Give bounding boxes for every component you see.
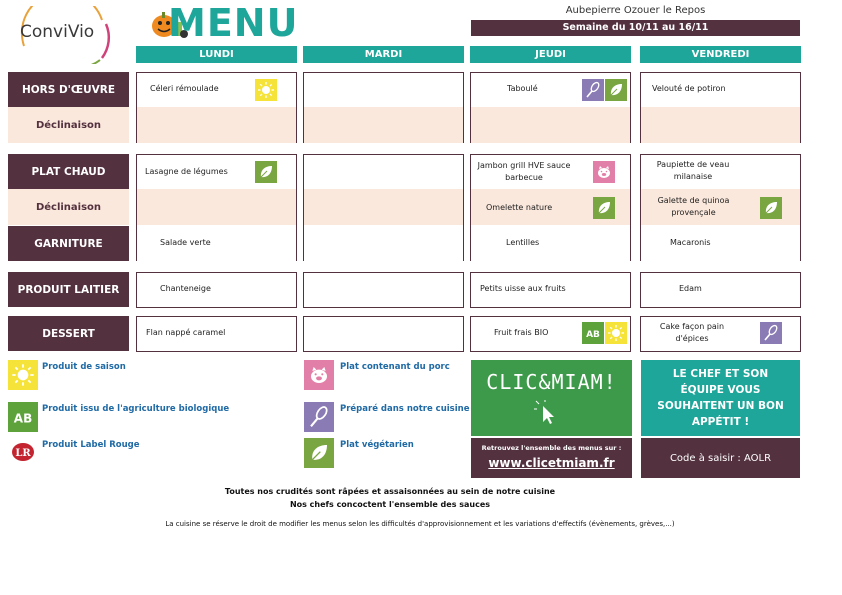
cell-lundi-declinaison-2 <box>136 189 297 225</box>
day-header-mardi: MARDI <box>303 46 464 63</box>
bio-icon <box>582 322 604 344</box>
footer-line-2: Nos chefs concoctent l'ensemble des sauces <box>289 500 491 509</box>
cell-vendredi-declinaison-1 <box>640 107 801 143</box>
cell-lundi-declinaison-1 <box>136 107 297 143</box>
dish-jeudi-hors-doeuvre: Taboulé <box>507 84 538 93</box>
dish-lundi-plat-chaud: Lasagne de légumes <box>145 167 228 176</box>
dish-jeudi-garniture: Lentilles <box>506 238 540 247</box>
legend-cuisine-icon <box>304 402 334 432</box>
cell-mardi-dessert <box>303 316 464 352</box>
dish-jeudi-plat-chaud-declinaison: Omelette nature <box>486 203 553 212</box>
svg-text:AB: AB <box>13 411 33 426</box>
dish-jeudi-plat-chaud: Jambon grill HVE sauce barbecue <box>477 161 571 182</box>
legend-bio-text: Produit issu de l'agriculture biologique <box>42 404 230 414</box>
dish-vendredi-hors-doeuvre: Velouté de potiron <box>652 84 726 93</box>
week-banner: Semaine du 10/11 au 16/11 <box>471 20 800 36</box>
legend-porc-text: Plat contenant du porc <box>340 362 450 372</box>
row-label-hors-doeuvre: HORS D'ŒUVRE <box>8 72 129 107</box>
legend-cuisine-text: Préparé dans notre cuisine <box>340 404 470 414</box>
clicmiam-url-box[interactable] <box>471 438 632 478</box>
dish-lundi-produit-laitier: Chanteneige <box>160 284 211 293</box>
vegetarien-icon <box>760 197 782 219</box>
legend-saison-text: Produit de saison <box>42 362 126 372</box>
cursor-click-icon <box>533 400 563 426</box>
chef-message-box <box>641 360 800 436</box>
dish-lundi-hors-doeuvre: Céleri rémoulade <box>150 84 219 93</box>
dish-jeudi-produit-laitier: Petits uisse aux fruits <box>480 284 566 293</box>
convivio-logo <box>10 6 120 64</box>
clicmiam-url-link[interactable]: www.clicetmiam.fr <box>488 456 615 470</box>
day-header-lundi: LUNDI <box>136 46 297 63</box>
row-label-dessert: DESSERT <box>8 316 129 351</box>
row-label-garniture: GARNITURE <box>8 226 129 261</box>
cell-mardi-plat-chaud <box>303 154 464 190</box>
footer-line-1: Toutes nos crudités sont râpées et assaisonnées au sein de notre cuisine <box>224 487 556 496</box>
vegetarien-icon <box>255 161 277 183</box>
row-label-declinaison-2: Déclinaison <box>8 189 129 225</box>
cell-mardi-garniture <box>303 225 464 261</box>
cell-mardi-declinaison-2 <box>303 189 464 225</box>
row-label-produit-laitier: PRODUIT LAITIER <box>8 272 129 307</box>
vegetarien-icon <box>593 197 615 219</box>
cell-mardi-declinaison-1 <box>303 107 464 143</box>
legend-saison-icon <box>8 360 38 390</box>
svg-text:LR: LR <box>15 448 31 459</box>
legend-vegetarien-text: Plat végétarien <box>340 440 414 450</box>
row-label-declinaison-1: Déclinaison <box>8 107 129 143</box>
dish-vendredi-plat-chaud: Paupiette de veau milanaise <box>656 160 730 181</box>
cell-jeudi-garniture <box>470 225 631 261</box>
location-text: Aubepierre Ozouer le Repos <box>565 5 706 16</box>
cuisine-icon <box>760 322 782 344</box>
menu-title: MENU <box>168 1 299 45</box>
clicmiam-retrouvez: Retrouvez l'ensemble des menus sur : <box>481 444 622 452</box>
code-box <box>641 438 800 478</box>
dish-lundi-garniture: Salade verte <box>160 238 211 247</box>
clicmiam-logo-text: CLIC&MIAM! <box>486 370 617 394</box>
porc-icon <box>593 161 615 183</box>
day-header-vendredi: VENDREDI <box>640 46 801 63</box>
cuisine-icon <box>582 79 604 101</box>
legend-bio-icon <box>8 402 38 432</box>
dish-jeudi-dessert: Fruit frais BIO <box>494 328 549 337</box>
footer-line-3: La cuisine se réserve le droit de modifier les menus selon les difficultés d'approvisionnement et les variations d'effectifs (évènements, grèves,...) <box>165 520 675 528</box>
cell-jeudi-declinaison-1 <box>470 107 631 143</box>
row-label-plat-chaud: PLAT CHAUD <box>8 154 129 189</box>
svg-text:AB: AB <box>586 330 600 340</box>
logo-text: ConviVio <box>20 22 95 42</box>
code-text: Code à saisir : AOLR <box>669 452 772 464</box>
dish-vendredi-produit-laitier: Edam <box>679 284 702 293</box>
saison-icon <box>255 79 277 101</box>
cell-vendredi-garniture <box>640 225 801 261</box>
dish-vendredi-plat-chaud-declinaison: Galette de quinoa provençale <box>657 196 730 217</box>
dish-vendredi-dessert: Cake façon pain d'épices <box>659 322 725 343</box>
cell-mardi-hors-doeuvre <box>303 72 464 108</box>
legend-label-rouge-text: Produit Label Rouge <box>42 440 140 450</box>
dish-vendredi-garniture: Macaronis <box>670 238 711 247</box>
cell-mardi-produit-laitier <box>303 272 464 308</box>
chef-message-text: LE CHEF ET SON ÉQUIPE VOUS SOUHAITENT UN BON APPÉTIT ! <box>657 368 784 428</box>
vegetarien-icon <box>605 79 627 101</box>
dish-lundi-dessert: Flan nappé caramel <box>146 328 226 337</box>
legend-label-rouge-icon <box>8 440 38 464</box>
day-header-jeudi: JEUDI <box>470 46 631 63</box>
legend-porc-icon <box>304 360 334 390</box>
saison-icon <box>605 322 627 344</box>
clicmiam-banner[interactable] <box>471 360 632 436</box>
cell-vendredi-produit-laitier <box>640 272 801 308</box>
legend-vegetarien-icon <box>304 438 334 468</box>
